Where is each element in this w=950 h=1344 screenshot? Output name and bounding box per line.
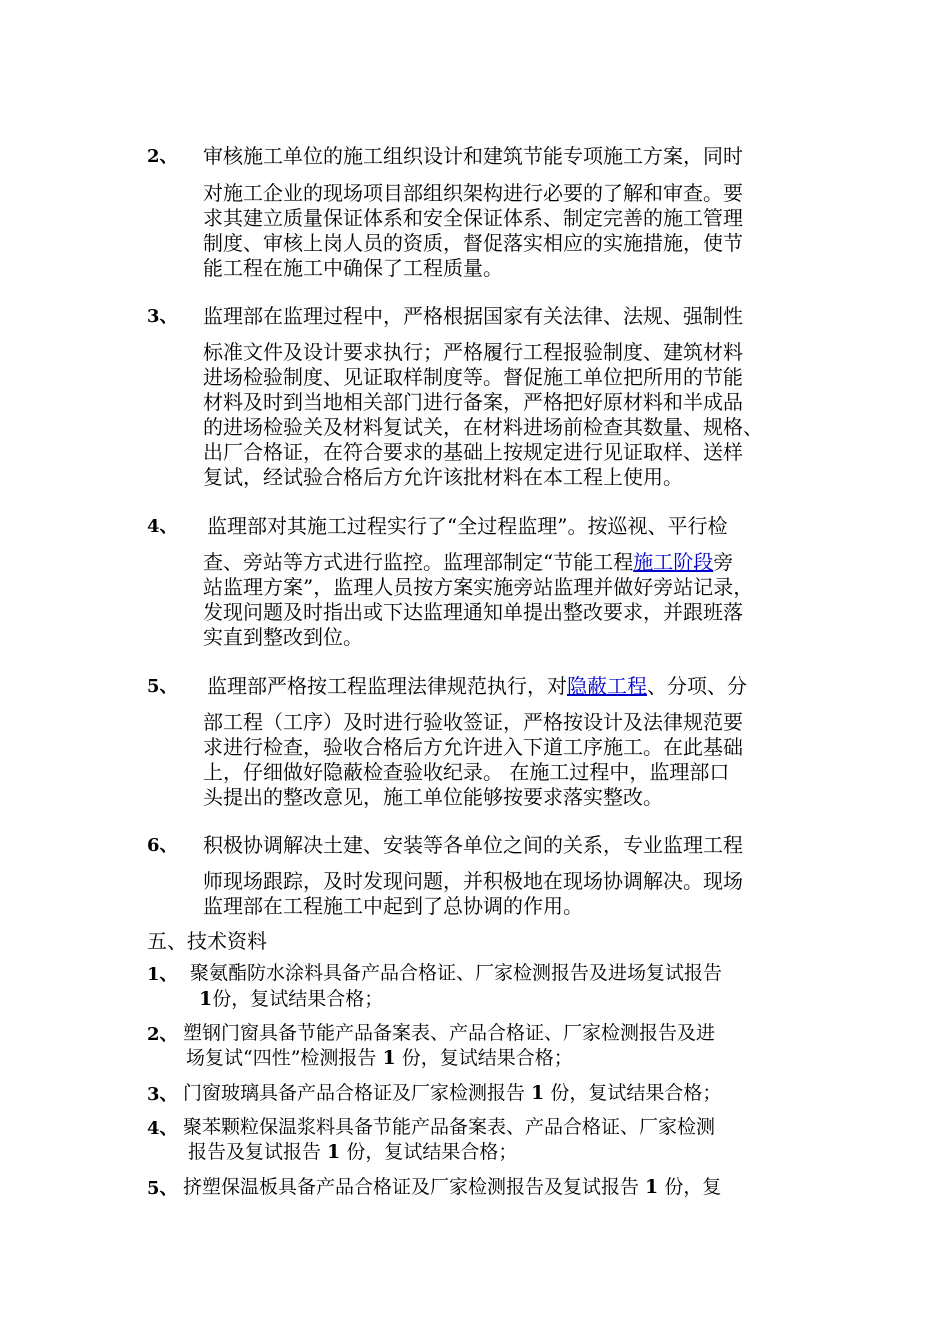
item-line: 能工程在施工中确保了工程质量。 — [203, 256, 503, 280]
text-segment: 场复试“四性”检测报告 — [186, 1047, 383, 1069]
count-value: 1 — [645, 1176, 659, 1198]
text-segment: 挤塑保温板具备产品合格证及厂家检测报告及复试报告 — [183, 1176, 646, 1198]
item-line: 头提出的整改意见，施工单位能够按要求落实整改。 — [203, 785, 663, 809]
count-value: 1 — [531, 1082, 545, 1104]
text-segment: 旁 — [713, 550, 734, 574]
item-line: 发现问题及时指出或下达监理通知单提出整改要求，并跟班落 — [203, 600, 743, 624]
item-line: 师现场跟踪，及时发现问题，并积极地在现场协调解决。现场 — [203, 869, 743, 893]
text-segment: 、分项、分 — [647, 674, 747, 698]
count-value: 1 — [199, 988, 213, 1010]
link-concealed-works[interactable]: 隐蔽工程 — [567, 674, 647, 698]
item-line: 标准文件及设计要求执行；严格履行工程报验制度、建筑材料 — [203, 340, 743, 364]
count-value: 1 — [382, 1047, 396, 1069]
item-number: 4、 — [147, 1118, 178, 1139]
item-line: 监理部对其施工过程实行了“全过程监理”。按巡视、平行检 — [207, 514, 728, 538]
item-number: 3、 — [147, 1084, 178, 1105]
text-segment: 份，复试结果合格； — [544, 1082, 722, 1104]
item-line: 对施工企业的现场项目部组织架构进行必要的了解和审查。要 — [203, 181, 743, 205]
item-line — [188, 1137, 517, 1164]
text-segment: 份，复试结果合格； — [340, 1141, 518, 1163]
item-line: 实直到整改到位。 — [203, 625, 363, 649]
item-line: 站监理方案”，监理人员按方案实施旁站监理并做好旁站记录， — [203, 575, 754, 599]
item-line: 部工程（工序）及时进行验收签证，严格按设计及法律规范要 — [203, 710, 743, 734]
item-number: 5、 — [147, 676, 178, 697]
item-line: 材料及时到当地相关部门进行备案，严格把好原材料和半成品 — [203, 390, 743, 414]
item-line: 求进行检查，验收合格后方允许进入下道工序施工。在此基础 — [203, 735, 743, 759]
count-value: 1 — [327, 1141, 341, 1163]
item-line — [207, 670, 747, 699]
item-line: 聚苯颗粒保温浆料具备节能产品备案表、产品合格证、厂家检测 — [183, 1116, 716, 1138]
item-line: 制度、审核上岗人员的资质，督促落实相应的实施措施，使节 — [203, 231, 743, 255]
item-line: 审核施工单位的施工组织设计和建筑节能专项施工方案，同时 — [203, 144, 743, 168]
link-construction-phase[interactable]: 施工阶段 — [633, 550, 714, 574]
section-heading: 五、技术资料 — [147, 929, 267, 953]
text-segment: 监理部严格按工程监理法律规范执行，对 — [207, 674, 567, 698]
text-segment: 门窗玻璃具备产品合格证及厂家检测报告 — [183, 1082, 532, 1104]
item-number: 6、 — [147, 835, 178, 856]
item-number: 1、 — [147, 964, 178, 985]
item-line: 求其建立质量保证体系和安全保证体系、制定完善的施工管理 — [203, 206, 743, 230]
item-line: 出厂合格证，在符合要求的基础上按规定进行见证取样、送样 — [203, 440, 743, 464]
item-line: 进场检验制度、见证取样制度等。督促施工单位把所用的节能 — [203, 365, 743, 389]
item-line — [186, 1043, 573, 1070]
text-segment: 份，复 — [658, 1176, 722, 1198]
text-segment: 份，复试结果合格； — [212, 988, 384, 1010]
text-segment: 查、旁站等方式进行监控。监理部制定“节能工程 — [203, 550, 634, 574]
item-line: 监理部在监理过程中，严格根据国家有关法律、法规、强制性 — [203, 304, 743, 328]
item-line: 复试，经试验合格后方允许该批材料在本工程上使用。 — [203, 465, 683, 489]
item-number: 2、 — [147, 146, 178, 167]
item-number: 2、 — [147, 1024, 178, 1045]
item-line — [199, 984, 383, 1011]
item-line: 塑钢门窗具备节能产品备案表、产品合格证、厂家检测报告及进 — [183, 1022, 716, 1044]
item-line: 监理部在工程施工中起到了总协调的作用。 — [203, 894, 583, 918]
text-segment: 份，复试结果合格； — [395, 1047, 573, 1069]
item-number: 3、 — [147, 306, 178, 327]
item-line: 聚氨酯防水涂料具备产品合格证、厂家检测报告及进场复试报告 — [190, 962, 723, 984]
item-line: 的进场检验关及材料复试关，在材料进场前检查其数量、规格、 — [203, 415, 763, 439]
item-number: 5、 — [147, 1178, 178, 1199]
text-segment: 报告及复试报告 — [188, 1141, 328, 1163]
item-line: 上，仔细做好隐蔽检查验收纪录。 在施工过程中，监理部口 — [203, 760, 730, 784]
item-number: 4、 — [147, 516, 178, 537]
item-line — [183, 1172, 721, 1199]
item-line — [183, 1078, 721, 1105]
item-line: 积极协调解决土建、安装等各单位之间的关系，专业监理工程 — [203, 833, 743, 857]
